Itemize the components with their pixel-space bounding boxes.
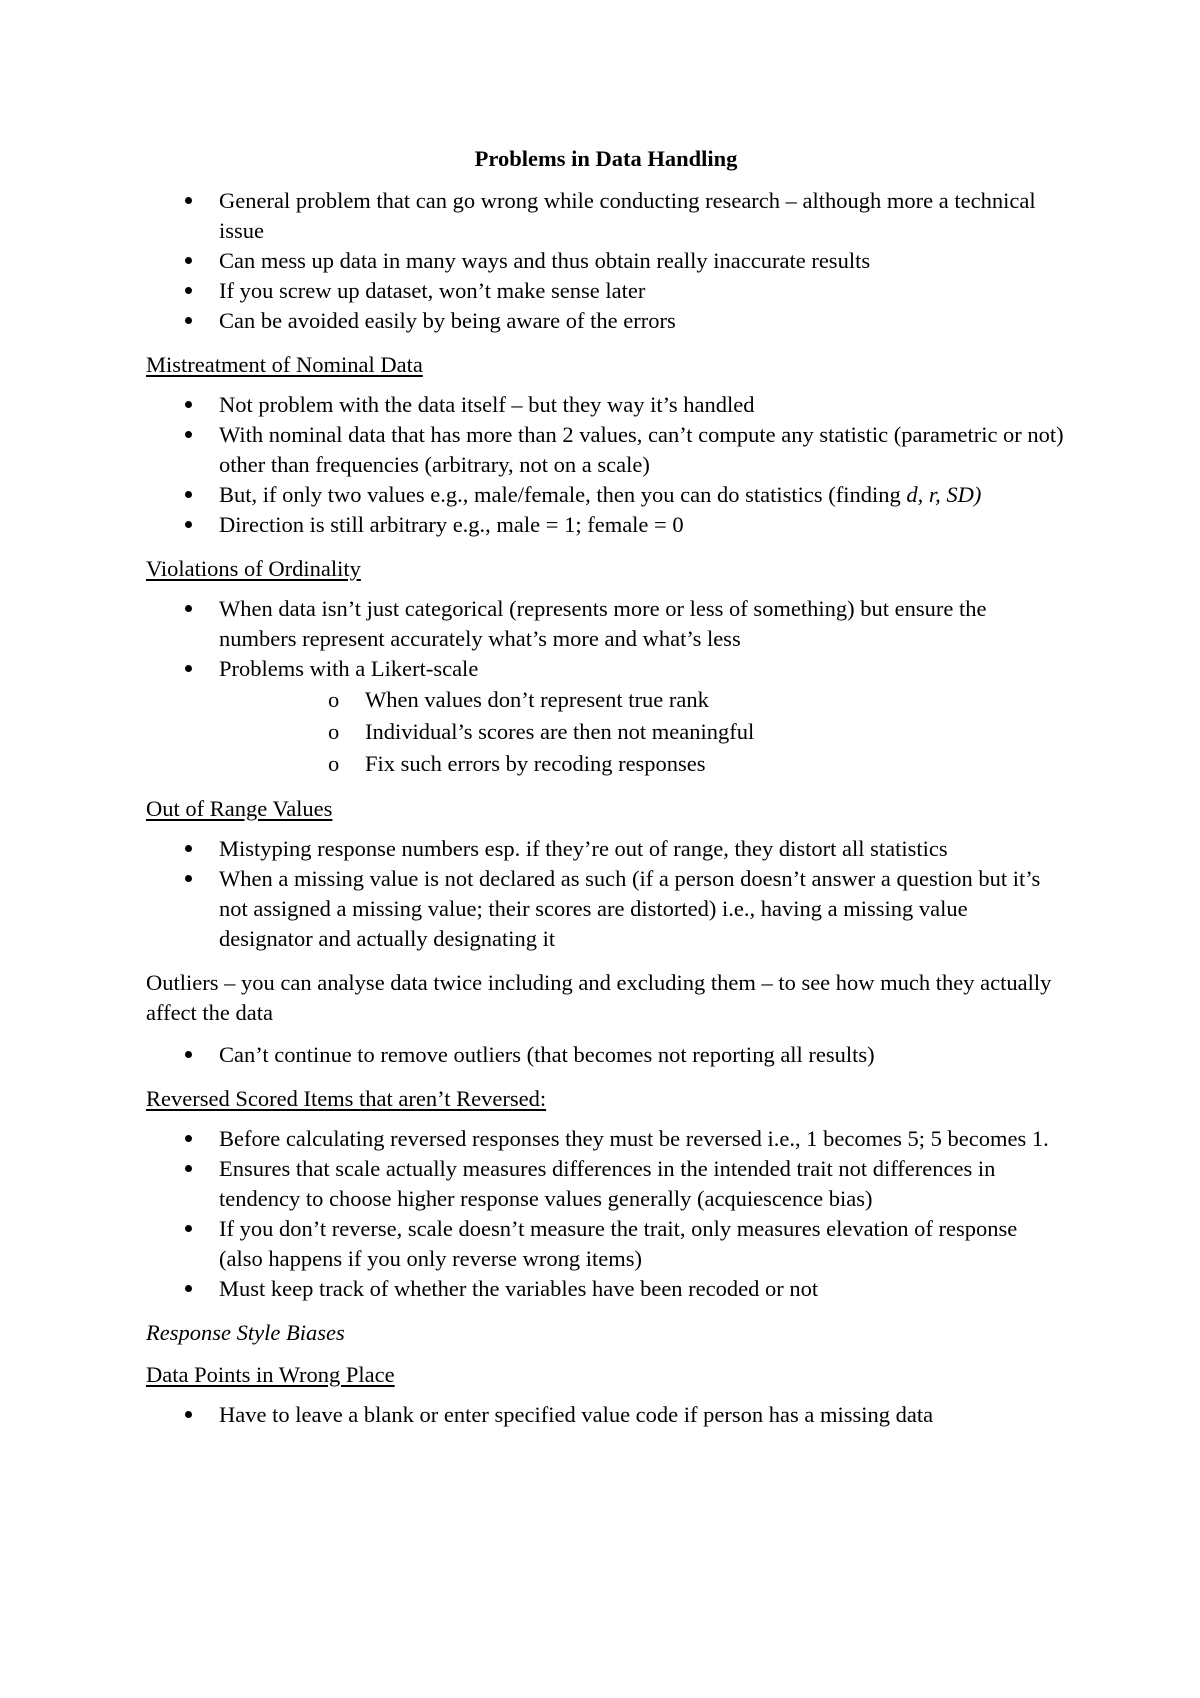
list-item: Ensures that scale actually measures differences in the intended trait not differences in tendency to choose higher response values generally (acquiescence bias): [146, 1154, 1066, 1214]
circle-bullet-icon: o: [328, 719, 340, 744]
outliers-paragraph: Outliers – you can analyse data twice including and excluding them – to see how much they actually affect the data: [146, 970, 1052, 1025]
section-heading-range: Out of Range Values: [146, 796, 333, 821]
section-heading-reversed: Reversed Scored Items that aren’t Reversed:: [146, 1086, 547, 1111]
circle-bullet-icon: o: [328, 751, 340, 776]
reversed-list: [146, 1124, 1066, 1304]
list-item-text: But, if only two values e.g., male/female, then you can do statistics (finding: [219, 482, 907, 507]
range-list: [146, 834, 1066, 954]
nominal-list: [146, 390, 1066, 540]
sub-list-item: [219, 716, 1066, 748]
sub-list-item-text: Individual’s scores are then not meaningful: [365, 719, 755, 744]
list-item: Before calculating reversed responses they must be reversed i.e., 1 becomes 5; 5 becomes 1.: [146, 1124, 1066, 1154]
outliers-list: [146, 1040, 1066, 1070]
section-heading-wrong-place: Data Points in Wrong Place: [146, 1362, 395, 1387]
list-item: Mistyping response numbers esp. if they’re out of range, they distort all statistics: [146, 834, 1066, 864]
list-item: Have to leave a blank or enter specified value code if person has a missing data: [146, 1400, 1066, 1430]
list-item: General problem that can go wrong while conducting research – although more a technical issue: [146, 186, 1066, 246]
list-item: [146, 654, 1066, 780]
sub-list-item-text: Fix such errors by recoding responses: [365, 751, 706, 776]
section-heading-ordinality: Violations of Ordinality: [146, 556, 361, 581]
intro-list: [146, 186, 1066, 336]
sub-list: [219, 684, 1066, 780]
circle-bullet-icon: o: [328, 687, 340, 712]
sub-list-item-text: When values don’t represent true rank: [365, 687, 709, 712]
list-item: Can’t continue to remove outliers (that becomes not reporting all results): [146, 1040, 1066, 1070]
sub-list-item: [219, 748, 1066, 780]
list-item: When data isn’t just categorical (represents more or less of something) but ensure the numbers represent accurately what’s more and what’s less: [146, 594, 1066, 654]
sub-list-item: [219, 684, 1066, 716]
list-item: Can mess up data in many ways and thus obtain really inaccurate results: [146, 246, 1066, 276]
list-item: Direction is still arbitrary e.g., male = 1; female = 0: [146, 510, 1066, 540]
list-item: Can be avoided easily by being aware of the errors: [146, 306, 1066, 336]
list-item: When a missing value is not declared as such (if a person doesn’t answer a question but it’s not assigned a missing value; their scores are distorted) i.e., having a missing value designator and actually designating it: [146, 864, 1066, 954]
page-title: Problems in Data Handling: [474, 146, 738, 171]
section-heading-response-style: Response Style Biases: [146, 1320, 345, 1345]
document-content: [146, 144, 1066, 1444]
ordinality-list: [146, 594, 1066, 780]
list-item: Not problem with the data itself – but they way it’s handled: [146, 390, 1066, 420]
list-item: [146, 480, 1066, 510]
list-item: If you don’t reverse, scale doesn’t measure the trait, only measures elevation of response (also happens if you only reverse wrong items): [146, 1214, 1066, 1274]
list-item: If you screw up dataset, won’t make sense later: [146, 276, 1066, 306]
section-heading-nominal: Mistreatment of Nominal Data: [146, 352, 423, 377]
wrong-place-list: [146, 1400, 1066, 1430]
list-item: With nominal data that has more than 2 values, can’t compute any statistic (parametric or not) other than frequencies (arbitrary, not on a scale): [146, 420, 1066, 480]
list-item-text: Problems with a Likert-scale: [219, 656, 479, 681]
list-item: Must keep track of whether the variables have been recoded or not: [146, 1274, 1066, 1304]
list-item-italic-text: d, r, SD): [906, 482, 982, 507]
